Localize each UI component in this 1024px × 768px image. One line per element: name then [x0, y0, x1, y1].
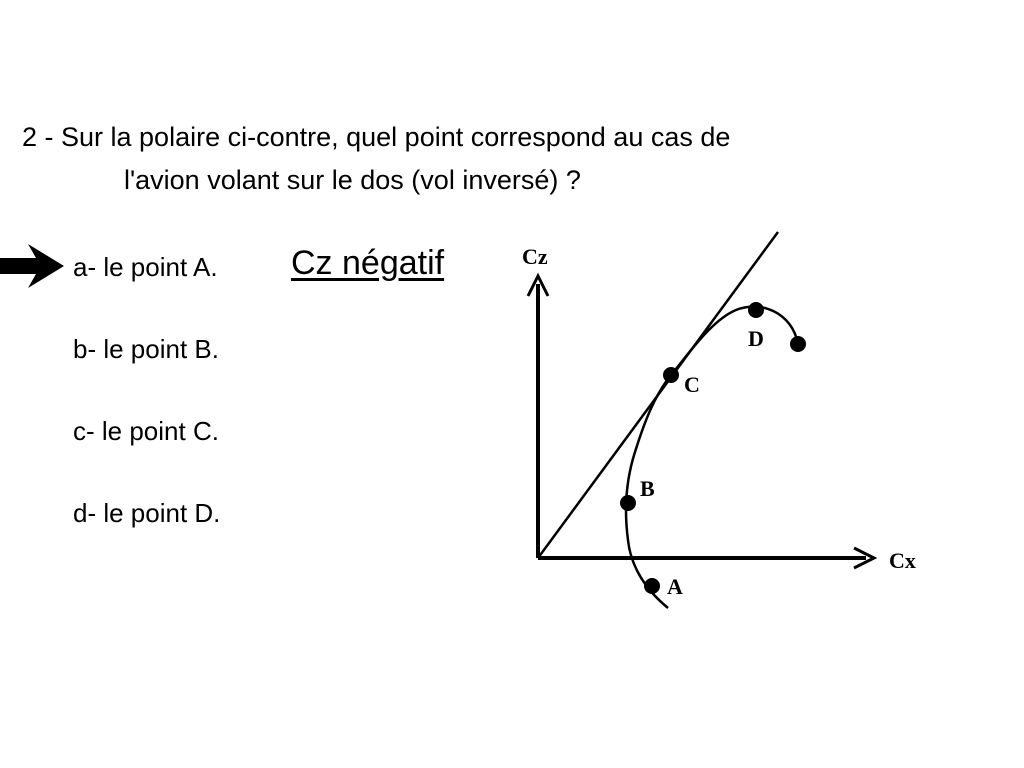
curve-end-marker	[790, 336, 806, 352]
point-d-marker	[748, 302, 764, 318]
cx-axis-label: Cx	[889, 548, 916, 573]
polar-curve	[626, 307, 798, 608]
choice-d[interactable]: d- le point D.	[73, 498, 221, 528]
point-c-label: C	[684, 372, 700, 397]
point-b-marker	[620, 495, 636, 511]
polar-diagram	[510, 220, 940, 620]
choice-a[interactable]: a- le point A.	[73, 252, 218, 282]
question-line-2: l'avion volant sur le dos (vol inversé) ?	[124, 165, 581, 195]
choice-b[interactable]: b- le point B.	[73, 334, 219, 364]
point-b-label: B	[640, 476, 655, 501]
cz-axis-label: Cz	[522, 244, 548, 269]
question-line-1: 2 - Sur la polaire ci-contre, quel point correspond au cas de	[22, 122, 731, 152]
right-arrow-icon	[0, 240, 66, 292]
point-c-marker	[663, 367, 679, 383]
point-a-marker	[644, 578, 660, 594]
choice-c[interactable]: c- le point C.	[73, 416, 219, 446]
point-a-label: A	[667, 574, 683, 599]
answer-note: Cz négatif	[291, 244, 445, 282]
point-d-label: D	[748, 326, 764, 351]
